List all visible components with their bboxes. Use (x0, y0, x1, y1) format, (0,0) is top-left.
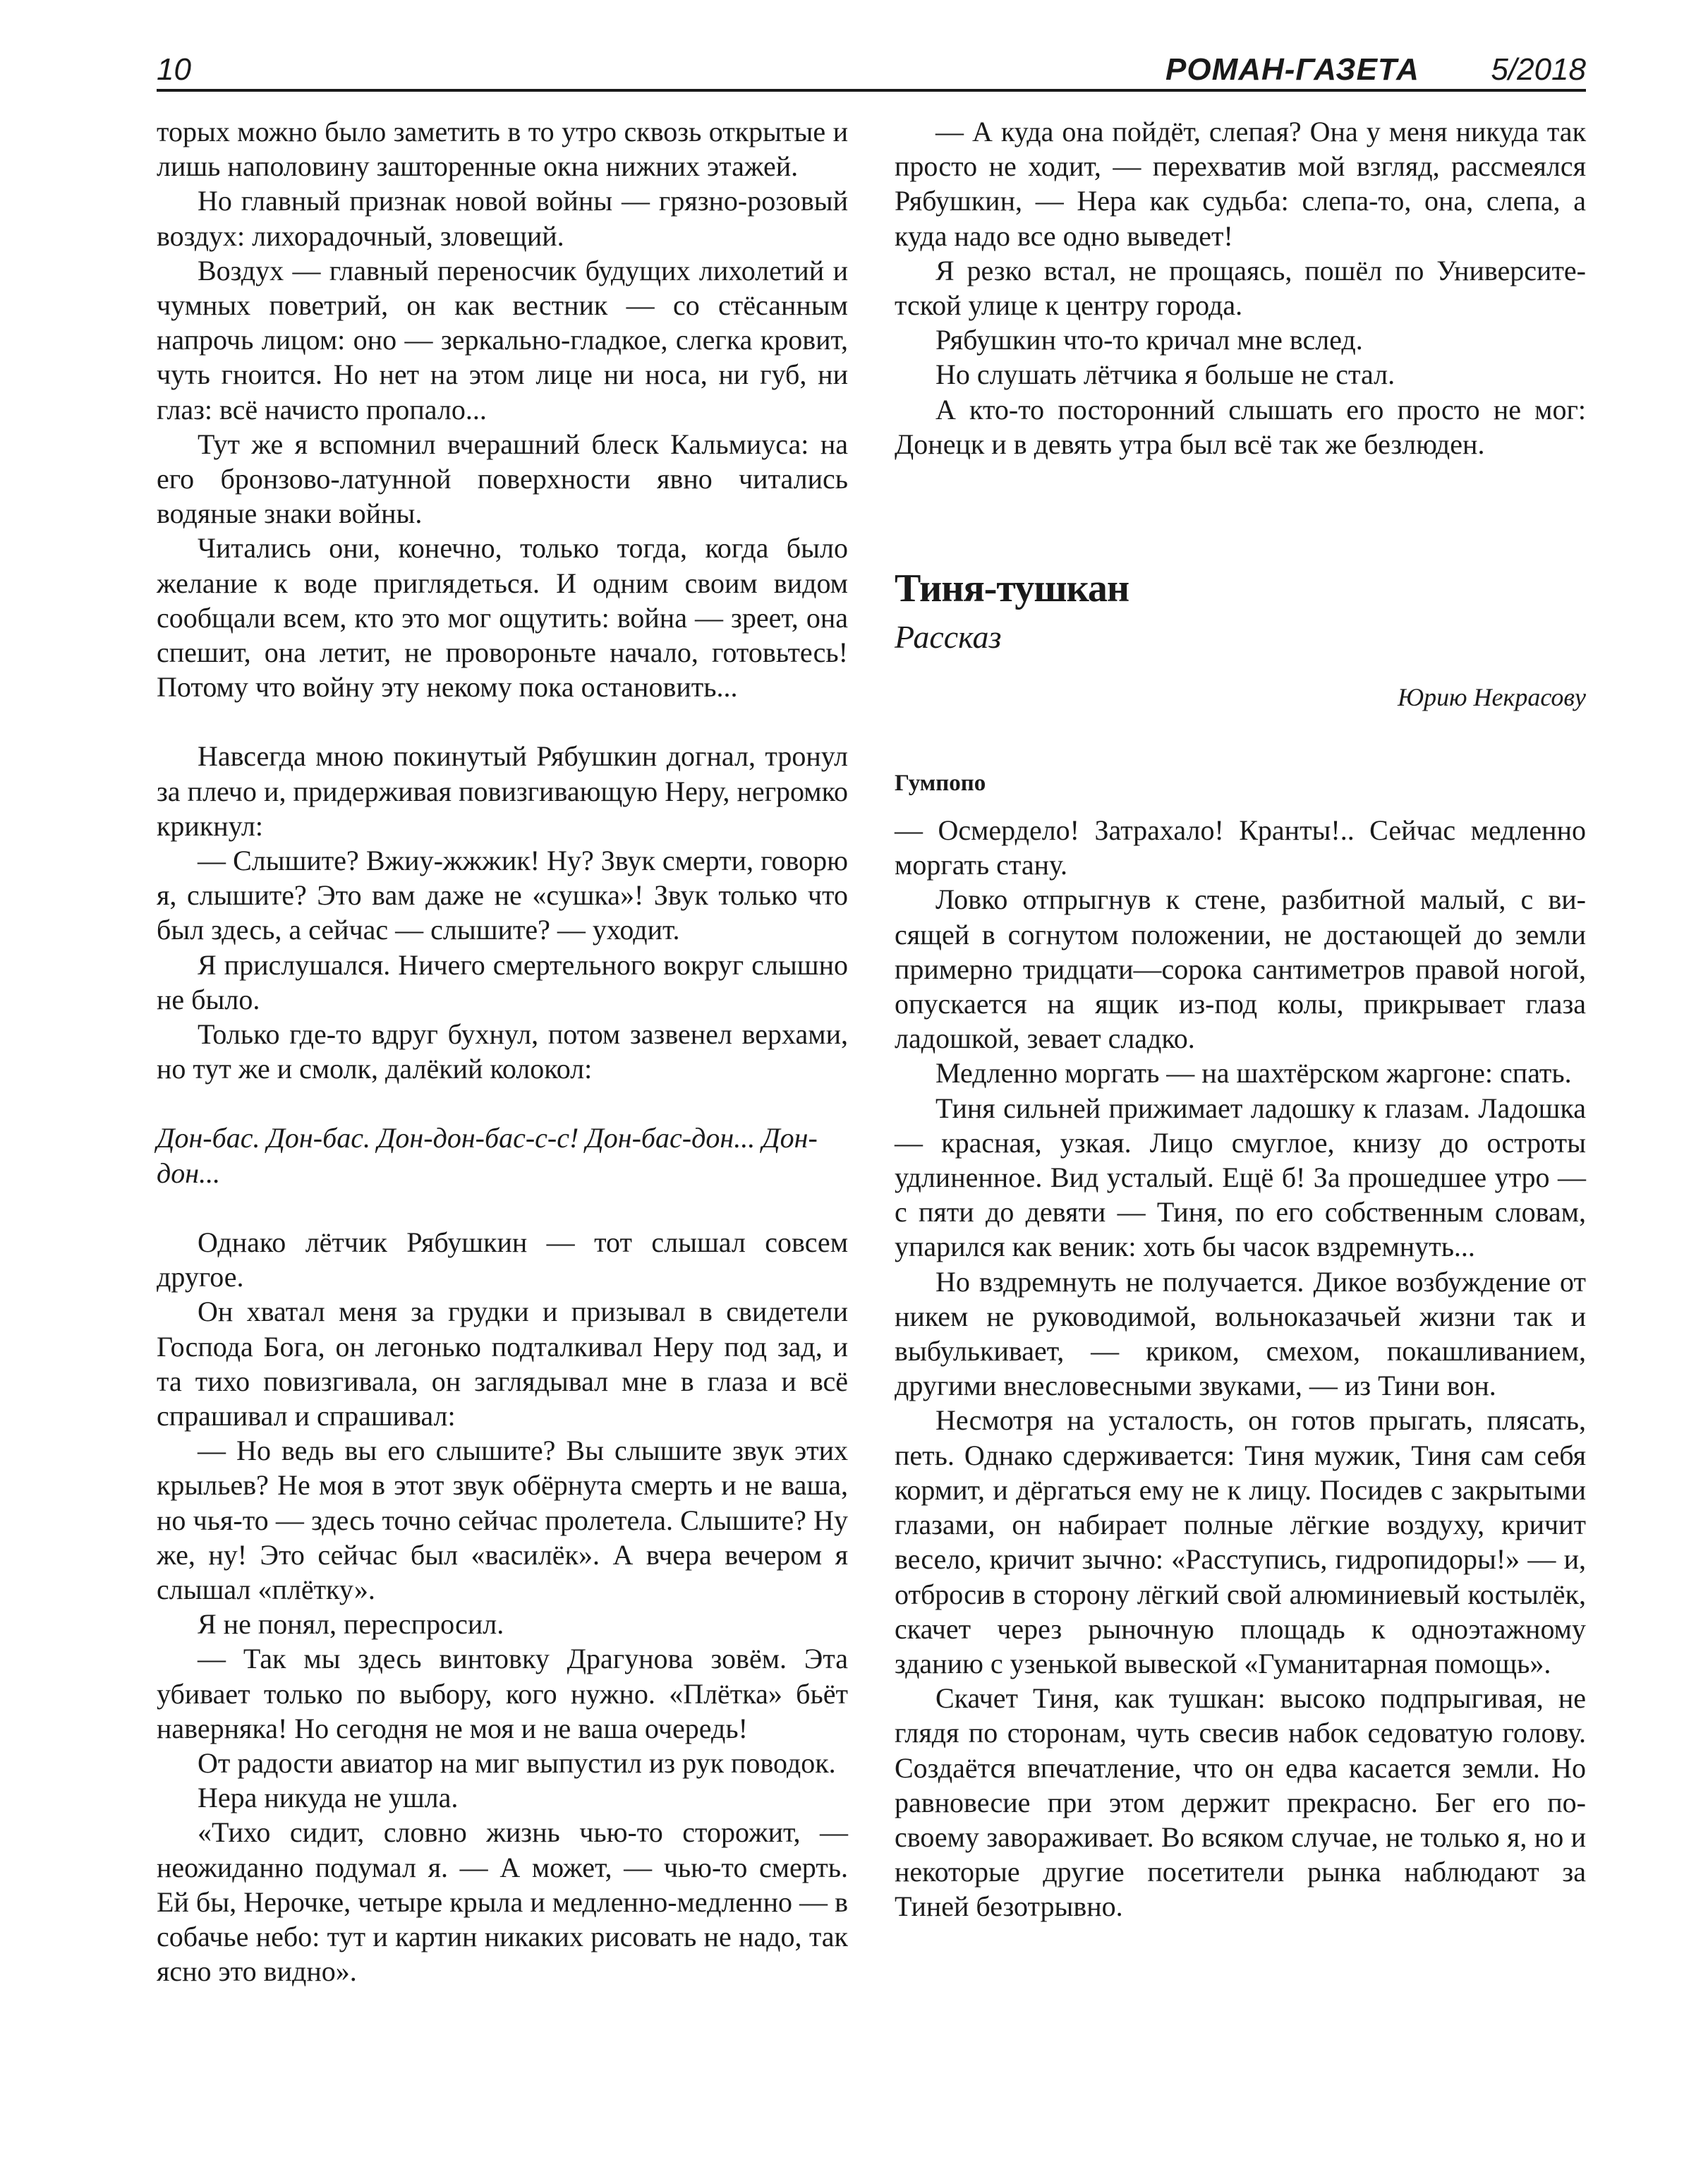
paragraph: Читались они, конечно, только тогда, когда было желание к воде приглядеться. И одним своим видом сообщали всем, кто это мог ощутить: война — зреет, она спешит, она летит, не провороньте начало, готовьтесь! Потому что войну эту некому пока остановить... (157, 532, 848, 704)
section-gap (895, 461, 1586, 567)
page-number: 10 (157, 52, 191, 87)
paragraph: Он хватал меня за грудки и призывал в свидетели Господа Бога, он легонько подталкивал Неру под зад, и та тихо повизгивала, он заглядывал мне в глаза и всё спрашивал и спрашивал: (157, 1296, 848, 1432)
paragraph: Тут же я вспомнил вчерашний блеск Кальмиуса: на его бронзово-латунной поверхности явно читались водяные знаки войны. (157, 428, 848, 530)
bell-verse: Дон-бас. Дон-бас. Дон-дон-бас-с-с! Дон-бас-дон... Дон-дон... (157, 1122, 818, 1189)
paragraph: Тиня сильней прижимает ладошку к глазам. Ладошка — красная, узкая. Лицо смуглое, книзу до остроты удлиненное. Вид усталый. Ещё б! За прошедшее утро — с пяти до девяти — Тиня, по его собственным словам, упарился как веник: хоть бы часок вздремнуть... (895, 1092, 1586, 1263)
paragraph: Ловко отпрыгнув к стене, разбитной малый, с висящей в согнутом положении, не достающей до земли примерно тридцати—сорока сантиметров правой ногой, опускается на ящик из-под колы, прикрывает глаза ладошкой, зевает сладко. (895, 883, 1586, 1055)
journal-title: РОМАН-ГАЗЕТА (1165, 52, 1419, 87)
paragraph: — Осмердело! Затрахало! Кранты!.. Сейчас медленно моргать стану. (895, 814, 1586, 881)
paragraph: Но главный признак новой войны — грязно-розовый воздух: лихорадочный, зловещий. (157, 185, 848, 252)
header-rule (157, 89, 1586, 92)
paragraph: Нера никуда не ушла. (198, 1782, 459, 1814)
paragraph: — А куда она пойдёт, слепая? Она у меня никуда так просто не ходит, — перехватив мой взгляд, рассмеялся Рябушкин, — Нера как судьба: слепа-то, она, слепа, а куда надо все одно выведет! (895, 116, 1586, 252)
paragraph: Но вздремнуть не получается. Дикое возбуждение от никем не руководимой, вольноказачьей жизни так и выбулькивает, — криком, смехом, покашливанием, другими внесловесными звуками, — из Тини вон. (895, 1265, 1586, 1402)
paragraph: Но слушать лётчика я больше не стал. (935, 358, 1395, 391)
paragraph: — Слышите? Вжиу-жжжик! Ну? Звук смерти, говорю я, слышите? Это вам даже не «сушка»! Звук только что был здесь, а сейчас — слышите? — уходит. (157, 845, 848, 946)
issue-number: 5/2018 (1491, 52, 1586, 87)
paragraph: Я прислушался. Ничего смертельного вокруг слышно не было. (157, 948, 848, 1015)
paragraph: Несмотря на усталость, он готов прыгать, плясать, петь. Однако сдерживается: Тиня мужик, Тиня сам себя кормит, и дёргаться ему не к лицу. Посидев с закрытыми глазами, он набирает полные лёгкие воздуху, кричит весело, кричит зычно: «Расступись, гидропидоры!» — и, отбросив в сторону лёгкий свой алюминиевый костылёк, скачет через рыночную площадь к одноэтажному зданию с узенькой вывеской «Гуманитарная помощь». (895, 1404, 1586, 1679)
paragraph: — Но ведь вы его слышите? Вы слышите звук этих крыльев? Не моя в этот звук обёрнута смерть и не ваша, но чья-то — здесь точно сейчас пролетела. Слышите? Ну же, ну! Это сейчас был «василёк». А вчера вечером я слышал «плётку». (157, 1435, 848, 1605)
paragraph: От радости авиатор на миг выпустил из рук поводок. (198, 1746, 836, 1779)
paragraph: Рябушкин что-то кричал мне вслед. (935, 324, 1363, 356)
paragraph: А кто-то посторонний слышать его просто не мог: Донецк и в девять утра был всё так же безлюден. (895, 393, 1586, 460)
right-column (895, 114, 1586, 1924)
left-column (157, 114, 848, 1988)
paragraph: Я не понял, переспросил. (198, 1608, 504, 1641)
section-gap (157, 1086, 848, 1121)
paragraph: Только где-то вдруг бухнул, потом зазвенел верхами, но тут же и смолк, далёкий колокол: (157, 1018, 848, 1085)
paragraph: Медленно моргать — на шахтёрском жаргоне: спать. (935, 1057, 1572, 1089)
paragraph: торых можно было заметить в то утро сквозь открытые и лишь наполовину зашторенные окна нижних этажей. (157, 116, 848, 183)
story-title: Тиня-тушкан (895, 567, 1129, 611)
paragraph: Воздух — главный переносчик будущих лихолетий и чумных поветрий, он как вестник — со стёсанным напрочь лицом: оно — зеркально-гладкое, слегка кровит, чуть гноится. Но нет на этом лице ни носа, ни губ, ни глаз: всё начисто пропало... (157, 254, 848, 425)
paragraph: Однако лётчик Рябушкин — тот слышал совсем другое. (157, 1226, 848, 1293)
chapter-title: Гумпопо (895, 771, 986, 797)
paragraph: «Тихо сидит, словно жизнь чью-то сторожит, — неожиданно подумал я. — А может, — чью-то смерть. Ей бы, Нерочке, четыре крыла и медленно-медленно — в собачье небо: тут и картин никаких рисовать не надо, так ясно это видно». (157, 1816, 848, 1988)
dedication: Юрию Некрасову (1397, 683, 1586, 712)
paragraph: — Так мы здесь винтовку Драгунова зовём. Эта убивает только по выбору, кого нужно. «Плётка» бьёт наверняка! Но сегодня не моя и не ваша очередь! (157, 1643, 848, 1744)
section-gap (157, 704, 848, 739)
paragraph: Навсегда мною покинутый Рябушкин догнал, тронул за плечо и, придерживая повизгивающую Неру, негромко крикнул: (157, 740, 848, 842)
paragraph: Я резко встал, не прощаясь, пошёл по Университетской улице к центру города. (895, 254, 1586, 322)
paragraph: Скачет Тиня, как тушкан: высоко подпрыгивая, не глядя по сторонам, чуть свесив набок седоватую голову. Создаётся впечатление, что он едва касается земли. Но равновесие при этом держит прекрасно. Бег его по-своему завораживает. Во всяком случае, не только я, но и некоторые другие посетители рынка наблюдают за Тиней безотрывно. (895, 1682, 1586, 1923)
section-gap (157, 1190, 848, 1225)
running-header (157, 51, 1586, 89)
story-subtitle: Рассказ (895, 619, 1002, 656)
